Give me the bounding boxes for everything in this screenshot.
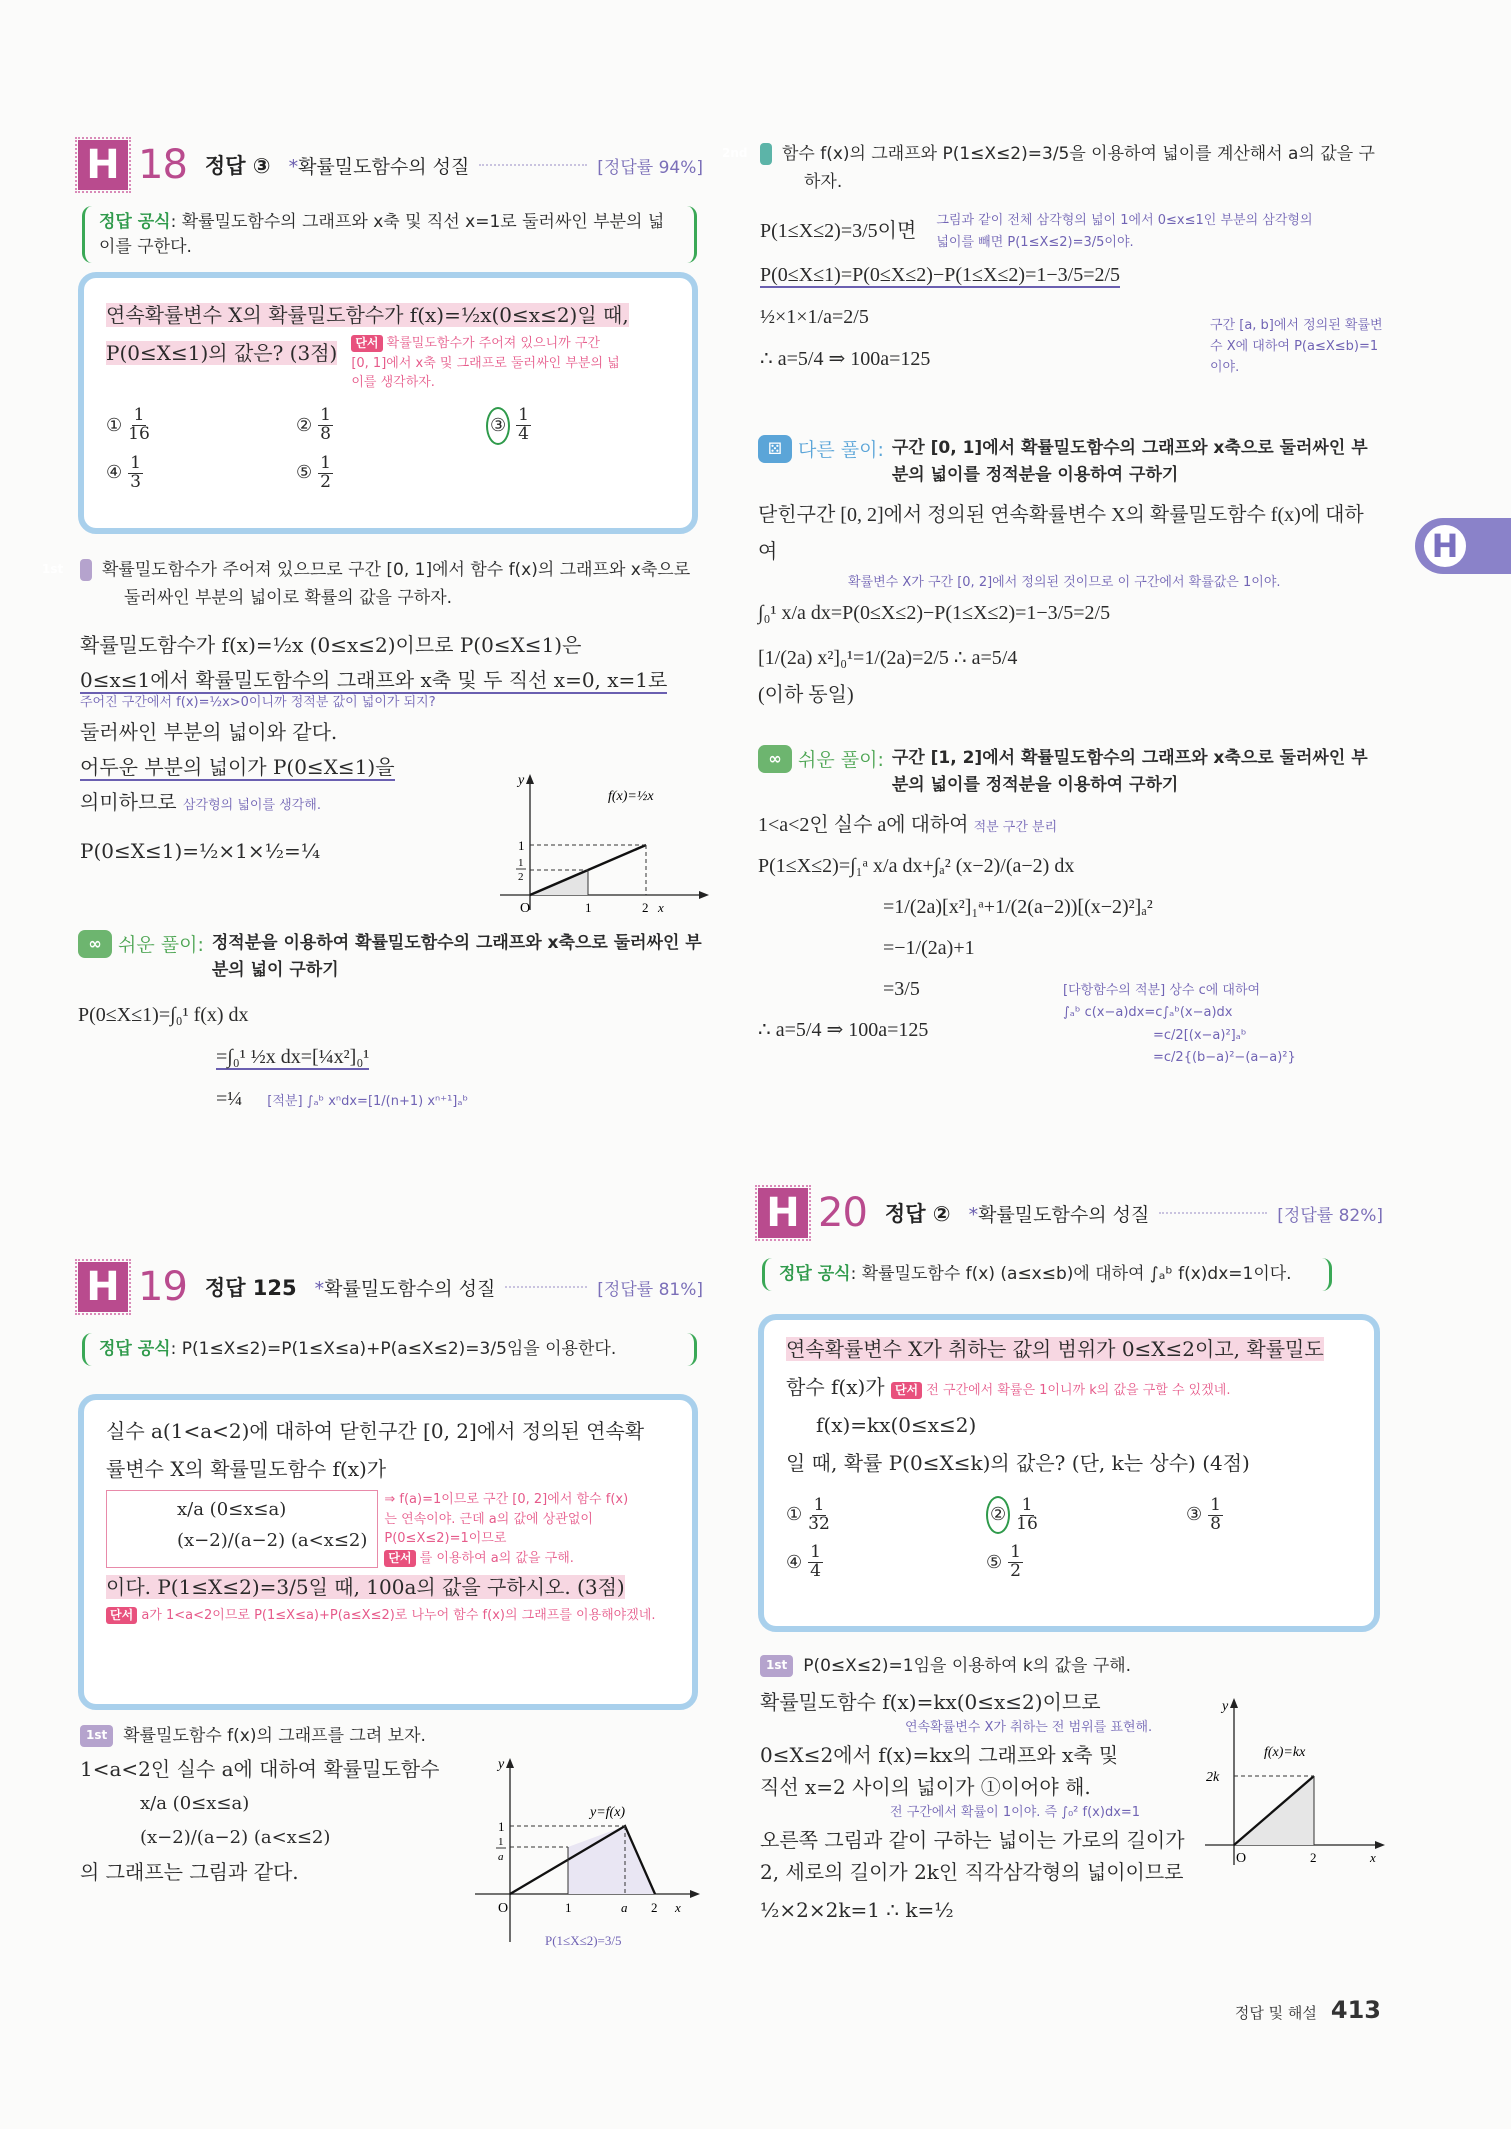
svg-text:x: x: [675, 1900, 681, 1915]
problem-19-easy-solution: [758, 745, 1383, 1065]
question-line-3: f(x)=kx(0≤x≤2): [816, 1413, 977, 1437]
problem-19-step-1: 1st 확률밀도함수 f(x)의 그래프를 그려 보자.: [80, 1722, 700, 1750]
svg-text:y: y: [518, 773, 525, 788]
correct-rate: [정답률 94%]: [597, 157, 703, 178]
sol-line-2: 0≤X≤2에서 f(x)=kx의 그래프와 x축 및: [760, 1742, 1119, 1767]
problem-19-solution: [80, 1752, 500, 1890]
problem-number: 20: [818, 1190, 867, 1236]
choice-3-correct[interactable]: ③ $\frac{1}{4}$: [486, 407, 676, 445]
problem-20-step-1: 1st P(0≤X≤2)=1임을 이용하여 k의 값을 구해.: [760, 1652, 1380, 1680]
problem-18-formula: [82, 206, 697, 263]
sol-line-5: 2, 세로의 길이가 2k인 직각삼각형의 넓이이므로: [760, 1859, 1184, 1884]
sol-line-4: 어두운 부분의 넓이가 P(0≤X≤1)을: [80, 754, 395, 779]
leader-dots: [505, 1286, 587, 1288]
piecewise-hint: ⇒ f(a)=1이므로 구간 [0, 2]에서 함수 f(x)는 연속이야. 근데 a의 값에 상관없이 P(0≤X≤2)=1이므로 단서 를 이용하여 a의 값을 구해.: [384, 1492, 629, 1566]
problem-18-header: [78, 140, 703, 190]
easy-title: ∞ 쉬운 풀이: 정적분을 이용하여 확률밀도함수의 그래프와 x축으로 둘러싸인 부분의 넓이 구하기: [78, 930, 703, 984]
problem-number: 18: [138, 142, 187, 188]
other-line-1: 닫힌구간 [0, 2]에서 정의된 연속확률변수 X의 확률밀도함수 f(x)에 대하여: [758, 504, 1364, 564]
easy-line-3: =¼ [적분] ∫ₐᵇ xⁿdx=[1/(n+1) xⁿ⁺¹]ₐᵇ: [216, 1088, 469, 1111]
svg-text:x: x: [1370, 1850, 1376, 1865]
formula-label: 정답 공식: [779, 1264, 851, 1284]
svg-text:2: 2: [518, 871, 524, 883]
problem-19-header: [78, 1262, 703, 1312]
choices: [106, 407, 670, 492]
sol-line-1: 1<a<2인 실수 a에 대하여 확률밀도함수: [80, 1757, 440, 1781]
svg-text:y: y: [498, 1757, 505, 1772]
sol-line-3: 직선 x=2 사이의 넓이가 ①이어야 해.: [760, 1774, 1091, 1799]
svg-text:O: O: [498, 1901, 509, 1916]
formula-text: : 확률밀도함수의 그래프와 x축 및 직선 x=1로 둘러싸인 부분의 넓이를 구한다.: [99, 212, 665, 257]
choices: [786, 1496, 1352, 1581]
choice-4[interactable]: ④ $\frac{1}{3}$: [106, 452, 142, 492]
s2-line-3: ½×1×1/a=2/5: [760, 306, 869, 329]
svg-text:2: 2: [651, 1900, 658, 1915]
question-line-2: P(0≤X≤1)의 값은? (3점): [106, 341, 338, 365]
problem-number: 19: [138, 1264, 187, 1310]
binoculars-icon: ∞: [758, 745, 792, 773]
svg-text:a: a: [621, 1900, 628, 1915]
easy-line-5: =3/5: [883, 978, 920, 1001]
formula-label: 정답 공식: [99, 1339, 171, 1359]
problem-19-step-2-solution: [760, 210, 1385, 380]
svg-text:O: O: [1236, 1851, 1247, 1866]
problem-19-graph: [470, 1752, 710, 1952]
svg-text:1: 1: [498, 1836, 504, 1848]
svg-text:P(1≤X≤2)=3/5: P(1≤X≤2)=3/5: [545, 1933, 622, 1948]
easy-line-6: ∴ a=5/4 ⇒ 100a=125: [758, 1019, 929, 1042]
piecewise-box: [106, 1490, 378, 1568]
svg-text:2k: 2k: [1206, 1770, 1220, 1785]
other-line-4: (이하 동일): [758, 684, 854, 707]
hint: 단서 a가 1<a<2이므로 P(1≤X≤a)+P(a≤X≤2)로 나누어 함수 f(x)의 그래프를 이용해야겠네.: [106, 1606, 670, 1626]
sol-line-6: P(0≤X≤1)=½×1×½=¼: [80, 838, 321, 863]
section-h-badge: H: [758, 1188, 808, 1238]
footer-label: 정답 및 해설: [1234, 2004, 1317, 2022]
problem-19-step-2: 2nd 함수 f(x)의 그래프와 P(1≤X≤2)=3/5을 이용하여 넓이를 계산해서 a의 값을 구하자.: [722, 144, 1375, 193]
hint: 단서 확률밀도함수가 주어져 있으니까 구간 [0, 1]에서 x축 및 그래프로 둘러싸인 부분의 넓이를 생각하자.: [351, 336, 620, 390]
question-line-4: 일 때, 확률 P(0≤X≤k)의 값은? (단, k는 상수) (4점): [786, 1451, 1250, 1475]
svg-text:2: 2: [642, 900, 649, 915]
sol-note-1: 주어진 구간에서 f(x)=½x>0이니까 정적분 값이 넓이가 되지?: [80, 695, 436, 710]
svg-text:y: y: [1222, 1699, 1229, 1714]
svg-text:1: 1: [498, 1819, 505, 1834]
answer-label: 정답 ③: [204, 154, 271, 178]
other-title: ⚄ 다른 풀이: 구간 [0, 1]에서 확률밀도함수의 그래프와 x축으로 둘러싸인 부분의 넓이를 정적분을 이용하여 구하기: [758, 435, 1383, 489]
sol-line-5: 의미하므로 삼각형의 넓이를 생각해.: [80, 789, 321, 814]
piece-1: x/a (0≤x≤a): [177, 1499, 287, 1520]
s2-line-2: P(0≤X≤1)=P(0≤X≤2)−P(1≤X≤2)=1−3/5=2/5: [760, 264, 1121, 287]
problem-19-question-box: [78, 1394, 698, 1710]
question-line-3: 이다. P(1≤X≤2)=3/5일 때, 100a의 값을 구하시오. (3점): [106, 1575, 625, 1599]
svg-text:x: x: [658, 900, 664, 915]
sol-line-2: 의 그래프는 그림과 같다.: [80, 1860, 299, 1885]
binoculars-icon: ∞: [78, 930, 112, 958]
easy-line-2: =∫₀¹ ½x dx=[¼x²]₀¹: [216, 1046, 370, 1069]
s2-note-2: 구간 [a, b]에서 정의된 확률변수 X에 대하여 P(a≤X≤b)=1이야.: [1210, 318, 1383, 375]
easy-note-poly-integral: [다항함수의 적분] 상수 c에 대하여 ∫ₐᵇ c(x−a)dx=c∫ₐᵇ(x−a)dx =c/2[(x−a)²]ₐᵇ =c/2{(b−a)²−(a−a)²}: [1063, 983, 1296, 1065]
sol-line-2: 0≤x≤1에서 확률밀도함수의 그래프와 x축 및 두 직선 x=0, x=1로: [80, 668, 668, 692]
hint: 단서 전 구간에서 확률은 1이니까 k의 값을 구할 수 있겠네.: [891, 1383, 1230, 1398]
step-1st-tag: 1st: [80, 1725, 113, 1747]
topic: *확률밀도함수의 성질: [314, 1277, 496, 1300]
problem-18-easy-solution: [78, 930, 703, 1120]
section-side-tab[interactable]: [1415, 518, 1511, 574]
sol-line-3: 둘러싸인 부분의 넓이와 같다.: [80, 719, 338, 744]
sol-line-6: ½×2×2k=1 ∴ k=½: [760, 1897, 954, 1922]
answer-label: 정답 ②: [884, 1202, 951, 1226]
correct-rate: [정답률 81%]: [597, 1279, 703, 1300]
easy-line-1: 1<a<2인 실수 a에 대하여 적분 구간 분리: [758, 814, 1058, 837]
choice-5[interactable]: ⑤ $\frac{1}{2}$: [296, 452, 332, 492]
topic: *확률밀도함수의 성질: [968, 1203, 1150, 1226]
problem-20-formula: [762, 1258, 1332, 1291]
choice-1[interactable]: ① $\frac{1}{16}$: [106, 405, 150, 445]
easy-line-2: P(1≤X≤2)=∫₁ᵃ x/a dx+∫ₐ² (x−2)/(a−2) dx: [758, 855, 1075, 878]
section-h-badge: H: [78, 1262, 128, 1312]
choice-2-correct[interactable]: ② $\frac{1}{16}$: [986, 1496, 1186, 1534]
svg-text:y=f(x): y=f(x): [590, 1805, 626, 1820]
problem-19-formula: [82, 1333, 697, 1366]
formula-label: 정답 공식: [99, 212, 171, 232]
step-1st-tag: 1st: [80, 559, 92, 581]
choice-4[interactable]: ④ $\frac{1}{4}$: [786, 1542, 822, 1582]
section-h-badge: H: [78, 140, 128, 190]
problem-18-question-box: [78, 272, 698, 534]
easy-title: ∞ 쉬운 풀이: 구간 [1, 2]에서 확률밀도함수의 그래프와 x축으로 둘러싸인 부분의 넓이를 정적분을 이용하여 구하기: [758, 745, 1383, 799]
svg-text:1: 1: [518, 857, 524, 869]
sol-line-4: 오른쪽 그림과 같이 구하는 넓이는 가로의 길이가: [760, 1827, 1185, 1852]
other-note: 확률변수 X가 구간 [0, 2]에서 정의된 것이므로 이 구간에서 확률값은 1이야.: [848, 575, 1281, 591]
svg-text:1: 1: [585, 900, 592, 915]
sol-note-1: 연속확률변수 X가 취하는 전 범위를 표현해.: [905, 1720, 1153, 1735]
topic: *확률밀도함수의 성질: [288, 155, 470, 178]
problem-20-graph: [1200, 1690, 1390, 1870]
s2-note-1: 그림과 같이 전체 삼각형의 넓이 1에서 0≤x≤1인 부분의 삼각형의 넓이를 빼면 P(1≤X≤2)=3/5이야.: [936, 213, 1313, 251]
s2-line-1: P(1≤X≤2)=3/5이면: [760, 220, 917, 242]
step-1st-tag: 1st: [760, 1655, 793, 1677]
choice-2[interactable]: ② $\frac{1}{8}$: [296, 405, 332, 445]
problem-20-header: [758, 1188, 1383, 1238]
s2-line-4: ∴ a=5/4 ⇒ 100a=125: [760, 348, 931, 371]
sol-line-1: 확률밀도함수가 f(x)=½x (0≤x≤2)이므로 P(0≤X≤1)은: [80, 633, 582, 657]
hint-tag: 단서: [351, 335, 382, 352]
easy-line-4: =−1/(2a)+1: [883, 937, 975, 960]
easy-line-3: =1/(2a)[x²]₁ᵃ+1/(2(a−2))[(x−2)²]ₐ²: [883, 896, 1153, 919]
question-line-2: 률변수 X의 확률밀도함수 f(x)가: [106, 1457, 387, 1481]
question-line-1: 연속확률변수 X가 취하는 값의 범위가 0≤X≤2이고, 확률밀도: [786, 1337, 1324, 1361]
problem-20-question-box: [758, 1314, 1380, 1632]
step-2nd-tag: 2nd: [760, 143, 772, 165]
hint-tag: 단서: [106, 1607, 137, 1624]
problem-18-graph: [500, 770, 710, 920]
section-h-icon: H: [1421, 522, 1469, 570]
svg-text:2: 2: [1310, 1850, 1317, 1865]
leader-dots: [479, 164, 587, 166]
sol-note-2: 전 구간에서 확률이 1이야. 즉 ∫₀² f(x)dx=1: [890, 1804, 1141, 1820]
answer-label: 정답 125: [204, 1276, 297, 1300]
svg-text:a: a: [498, 1851, 504, 1863]
svg-text:O: O: [520, 901, 531, 916]
svg-text:f(x)=kx: f(x)=kx: [1264, 1745, 1306, 1760]
choice-3[interactable]: ③ $\frac{1}{8}$: [1186, 1494, 1222, 1534]
problem-18-step-1: 1st 확률밀도함수가 주어져 있으므로 구간 [0, 1]에서 함수 f(x)의 그래프와 x축으로 둘러싸인 부분의 넓이로 확률의 값을 구하자.: [42, 560, 691, 609]
svg-text:1: 1: [518, 838, 525, 853]
piece-2: (x−2)/(a−2) (a<x≤2): [177, 1529, 368, 1551]
other-line-3: [1/(2a) x²]₀¹=1/(2a)=2/5 ∴ a=5/4: [758, 647, 1018, 670]
correct-rate: [정답률 82%]: [1277, 1205, 1383, 1226]
choice-1[interactable]: ① $\frac{1}{32}$: [786, 1494, 830, 1534]
dice-icon: ⚄: [758, 435, 792, 463]
formula-text: : P(1≤X≤2)=P(1≤X≤a)+P(a≤X≤2)=3/5임을 이용한다.: [170, 1339, 617, 1359]
question-line-1: 실수 a(1<a<2)에 대하여 닫힌구간 [0, 2]에서 정의된 연속확: [106, 1419, 645, 1443]
easy-line-1: P(0≤X≤1)=∫₀¹ f(x) dx: [78, 1004, 249, 1027]
hint-tag: 단서: [891, 1382, 922, 1399]
question-line-2: 함수 f(x)가 단서 전 구간에서 확률은 1이니까 k의 값을 구할 수 있겠네.: [786, 1375, 1231, 1399]
question-line-1: 연속확률변수 X의 확률밀도함수가 f(x)=½x(0≤x≤2)일 때,: [106, 303, 629, 327]
svg-text:1: 1: [565, 1900, 572, 1915]
choice-5[interactable]: ⑤ $\frac{1}{2}$: [986, 1542, 1022, 1582]
formula-text: : 확률밀도함수 f(x) (a≤x≤b)에 대하여 ∫ₐᵇ f(x)dx=1이다.: [850, 1264, 1292, 1284]
problem-19-other-solution: [758, 435, 1383, 714]
other-line-2: ∫₀¹ x/a dx=P(0≤X≤2)−P(1≤X≤2)=1−3/5=2/5: [758, 602, 1111, 625]
svg-text:f(x)=½x: f(x)=½x: [608, 789, 654, 804]
sol-line-1: 확률밀도함수 f(x)=kx(0≤x≤2)이므로: [760, 1690, 1101, 1714]
page-number: 413: [1330, 1996, 1381, 2024]
piecewise: x/a (0≤x≤a) (x−2)/(a−2) (a<x≤2): [140, 1793, 331, 1849]
page-footer: [1235, 1996, 1381, 2024]
problem-20-solution: [760, 1686, 1190, 1926]
leader-dots: [1159, 1212, 1267, 1214]
